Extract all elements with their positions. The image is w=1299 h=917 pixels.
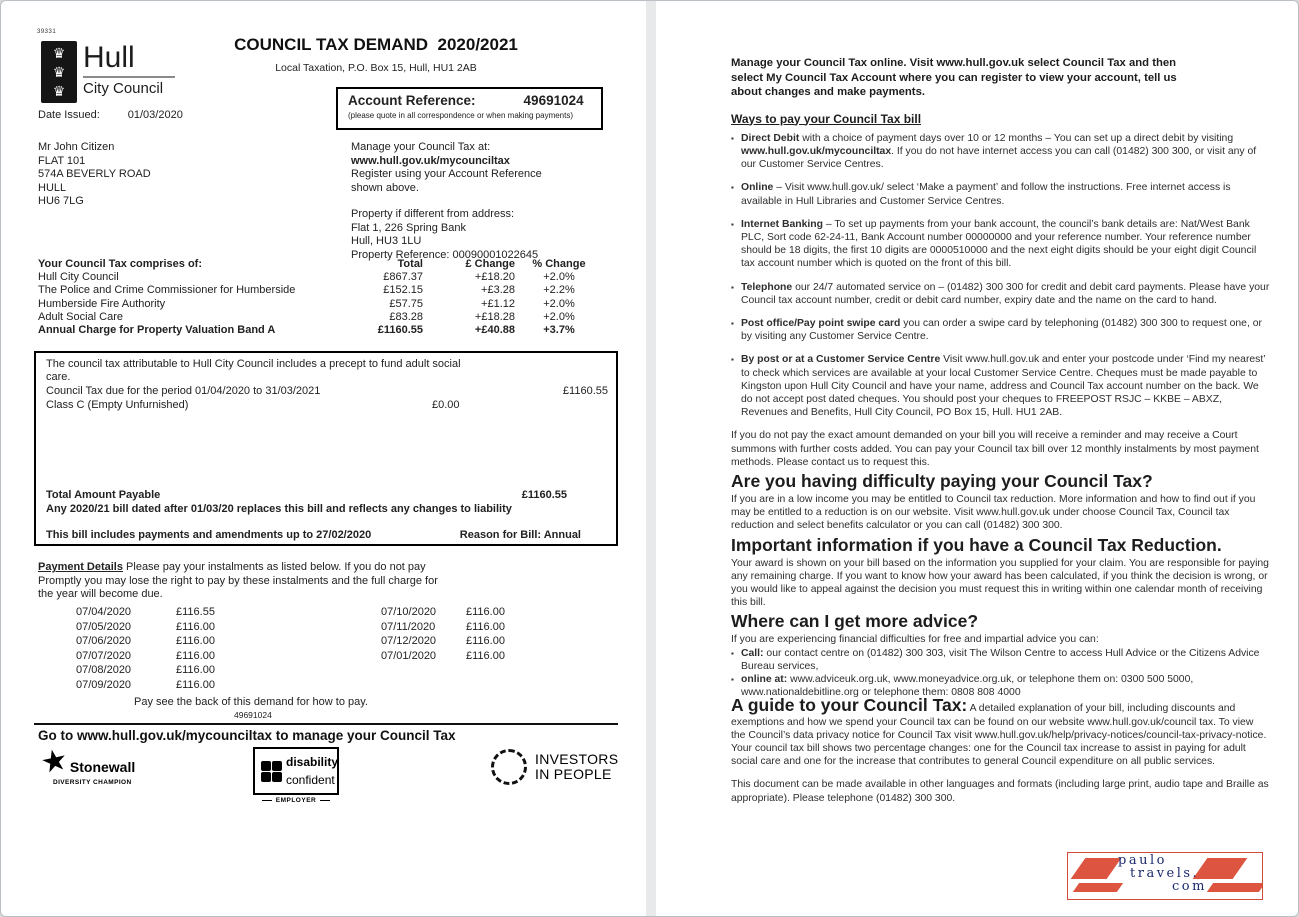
bullet-icon: ▪	[731, 282, 734, 292]
total-payable-value: £1160.55	[521, 489, 567, 501]
bill-front-page	[1, 1, 647, 917]
pay-note: Pay see the back of this demand for how to pay.	[134, 696, 368, 708]
bullet-icon: ▪	[731, 219, 734, 229]
bullet-text: Internet Banking – To set up payments from your bank account, the council’s bank details are: Nat/West Bank PLC, Sort code 62-24-11, Bank Account number 00000000 and your reference number. Your reference number should be 18 digits, the first 10 digits are 0000510000 and the next eight digits should be your eight digit Council tax account number which is quoted on the front of this bill.	[741, 218, 1257, 270]
logo-name: Hull	[83, 41, 135, 74]
instalment-amount: £116.00	[176, 620, 215, 633]
watermark-text: travels.	[1130, 866, 1200, 881]
watermark-text: com	[1172, 879, 1207, 894]
instalment-column-1	[76, 605, 215, 693]
advice-heading: Where can I get more advice?	[731, 611, 979, 632]
payment-details-heading: Payment Details	[38, 561, 123, 573]
red-parallelogram-icon	[1193, 858, 1248, 879]
bullet-text: Call: our contact centre on (01482) 300 303, visit The Wilson Centre to access Hull Advice or the Citizens Advice Bureau services,	[741, 647, 1260, 672]
difficulty-heading: Are you having difficulty paying your Council Tax?	[731, 470, 1153, 491]
addressee-block	[38, 141, 151, 209]
crown-icon: ♛	[52, 64, 66, 80]
difficulty-paragraph: If you are in a low income you may be entitled to Council tax reduction. More information and how to find out if you may be entitled to a reduction is on our website. Visit www.hull.gov.uk under choose Council Tax, Council tax reduction and select benefits calculator or you can call (01482) 300 300.	[731, 493, 1256, 532]
row-total: £867.37	[383, 271, 423, 284]
instalment-amount: £116.00	[466, 620, 505, 633]
stonewall-logo	[37, 742, 136, 786]
property-line: Hull, HU3 1LU	[351, 235, 422, 247]
three-crowns-icon	[41, 41, 77, 103]
bullet-icon: ▪	[731, 355, 734, 365]
title-block	[201, 35, 551, 74]
instalment-amount: £116.55	[176, 606, 215, 618]
instalment-amount: £116.00	[176, 635, 215, 648]
paulo-travels-watermark	[1067, 852, 1263, 900]
row-pound-change: +£18.20	[474, 271, 515, 284]
comprises-table	[38, 258, 603, 337]
account-reference-label: Account Reference:	[348, 93, 476, 108]
bullet-icon: ▪	[731, 675, 734, 684]
instalment-amount: £116.00	[176, 678, 215, 691]
bullet-icon: ▪	[731, 318, 734, 328]
payment-method-post	[731, 353, 1270, 419]
guide-text: A detailed explanation of your bill, including discounts and exemptions and how we spend your Council tax can be found on our website www.hull.gov.uk/council tax. To view the Council’s data privacy notice for Council Tax visit www.hull.gov.uk/help/privacy-notices/council-tax-privacy-notice. Your council tax bill shows two percentage changes: one for the Council tax increase to assist in paying for adult social care and one for the increase that contributes to general Council expenditure on all public services.	[731, 703, 1267, 768]
row-total: £1160.55	[377, 324, 423, 337]
instalment-column-2	[381, 605, 505, 663]
stonewall-subtitle: DIVERSITY CHAMPION	[53, 779, 132, 786]
crown-icon: ♛	[52, 45, 66, 61]
precept-note: The council tax attributable to Hull City Council includes a precept to fund adult social	[46, 358, 461, 370]
instalment-date: 07/01/2020	[381, 649, 437, 662]
property-line: Flat 1, 226 Spring Bank	[351, 221, 466, 234]
payment-method-internet-banking	[731, 218, 1270, 271]
manage-online-block	[351, 141, 542, 195]
col-header: £ Change	[465, 258, 515, 270]
rule-left	[262, 800, 272, 801]
employer-label: EMPLOYER	[275, 797, 317, 804]
red-parallelogram-icon	[1071, 858, 1122, 879]
confident-word: confident	[286, 773, 335, 787]
advice-call	[731, 647, 1270, 673]
advice-intro: If you are experiencing financial difficulties for free and impartial advice you can:	[731, 634, 1099, 646]
logo-text	[83, 41, 175, 103]
instalment-date: 07/09/2020	[76, 678, 132, 691]
manage-online-intro: Manage your Council Tax online. Visit www.hull.gov.uk select Council Tax and then select My Council Tax Account where you can register to view your account, tell us about changes and make payments.	[731, 57, 1177, 98]
row-pct-change: +2.2%	[543, 284, 575, 297]
addressee-line: HU6 7LG	[38, 195, 84, 207]
row-label: Annual Charge for Property Valuation Band A	[38, 324, 276, 337]
bullet-text: online at: www.adviceuk.org.uk, www.moneyadvice.org.uk, or telephone them on: 0300 500 5000, www.nationaldebitline.org or telephone them: 0808 808 4000	[741, 674, 1194, 699]
row-pound-change: +£18.28	[474, 310, 515, 323]
ways-to-pay-heading: Ways to pay your Council Tax bill	[731, 111, 922, 126]
instalment-date: 07/10/2020	[381, 606, 437, 618]
table-row	[38, 271, 603, 284]
bullet-text: Online – Visit www.hull.gov.uk/ select ‘Make a payment’ and follow the instructions. Free internet access is available in Hull Libraries and Customer Service Centres.	[741, 182, 1231, 207]
manage-line: Register using your Account Reference	[351, 168, 542, 180]
manage-url: www.hull.gov.uk/mycounciltax	[351, 154, 510, 167]
investors-line: IN PEOPLE	[535, 766, 612, 782]
reduction-heading: Important information if you have a Council Tax Reduction.	[731, 534, 1222, 555]
document-title: COUNCIL TAX DEMAND 2020/2021	[234, 35, 518, 54]
date-issued-label: Date Issued:	[38, 109, 100, 121]
account-reference-value: 49691024	[523, 93, 584, 108]
red-bar-icon	[1073, 883, 1123, 892]
col-header: Total	[397, 258, 423, 270]
payment-details	[38, 561, 478, 602]
investors-line: INVESTORS	[535, 751, 619, 767]
accreditation-logos	[37, 742, 619, 804]
guide-heading: A guide to your Council Tax:	[731, 695, 968, 716]
advice-online	[731, 673, 1270, 699]
instalment-amount: £116.00	[466, 635, 505, 648]
bullet-text: By post or at a Customer Service Centre Visit www.hull.gov.uk and enter your postcode under ‘Find my nearest’ to check which services are available at your local Customer Service Centre. Cheques must be made payable to Kingston upon Hull City Council and have your name, address and Council Tax account number on the back. We do not accept post dated cheques. You should post your cheques to FREEPOST RSJC – KKBE – ABXZ, Revenues and Benefits, Hull City Council, PO Box 15, Hull. HU1 2AB.	[741, 354, 1266, 419]
date-issued-value: 01/03/2020	[127, 109, 183, 121]
account-reference-note: (please quote in all correspondence or when making payments)	[348, 111, 574, 120]
row-label: Humberside Fire Authority	[38, 297, 166, 310]
payment-method-direct-debit	[731, 132, 1270, 172]
manage-line: Manage your Council Tax at:	[351, 141, 491, 153]
row-label: The Police and Crime Commissioner for Humberside	[38, 284, 296, 297]
due-label: Council Tax due for the period 01/04/2020 to 31/03/2021	[46, 385, 321, 397]
footer-divider	[34, 723, 618, 725]
account-number-small: 49691024	[234, 710, 272, 720]
date-issued	[38, 109, 183, 121]
guide-paragraph	[731, 695, 1270, 768]
instalment-row	[76, 649, 215, 664]
property-reference: Property Reference: 00090001022645	[351, 248, 539, 261]
footer-manage-link: Go to www.hull.gov.uk/mycounciltax to manage your Council Tax	[38, 728, 456, 743]
property-line: Property if different from address:	[351, 208, 515, 220]
bullet-text: Direct Debit with a choice of payment days over 10 or 12 months – You can set up a direct debit by visiting www.hull.gov.uk/mycounciltax. If you do not have internet access you can call (01482) 300 300, or visit any of our Customer Service Centres.	[741, 132, 1257, 171]
reminder-paragraph: If you do not pay the exact amount demanded on your bill you will receive a reminder and may receive a Court summons with further costs added. You can pay your Council tax bill over 12 monthly instalments by most payment methods. Please contact us to request this.	[731, 430, 1259, 468]
disability-symbols-icon	[261, 761, 282, 782]
class-value: £0.00	[432, 399, 460, 411]
star-icon: ★	[37, 742, 71, 781]
row-pound-change: +£1.12	[481, 297, 515, 310]
instalment-row	[381, 620, 505, 635]
watermark-text: paulo	[1118, 853, 1167, 868]
instalment-row	[76, 620, 215, 635]
instalment-date: 07/04/2020	[76, 606, 132, 618]
col-header: Your Council Tax comprises of:	[38, 258, 203, 270]
instalment-date: 07/05/2020	[76, 620, 132, 633]
instalment-amount: £116.00	[466, 606, 505, 618]
instalment-date: 07/07/2020	[76, 649, 132, 662]
laurel-wreath-icon	[491, 749, 527, 785]
includes-note: This bill includes payments and amendments up to 27/02/2020	[46, 529, 372, 541]
instalment-row	[381, 605, 505, 620]
hull-city-council-logo	[41, 41, 175, 103]
reduction-paragraph: Your award is shown on your bill based on the information you supplied for your claim. You are responsible for paying any remaining charge. If you want to know how your award has been calculated, if you think the decision is wrong, or you would like to appeal against the decision you must request this in writing within one calendar month of receiving this bill.	[731, 557, 1269, 609]
form-number: 39331	[37, 29, 57, 35]
row-label: Hull City Council	[38, 271, 119, 284]
row-pound-change: +£40.88	[474, 324, 515, 337]
table-row	[38, 298, 603, 311]
annual-charge-row	[38, 324, 603, 337]
disability-confident-logo	[253, 747, 339, 804]
payment-method-online	[731, 181, 1270, 207]
table-row	[38, 284, 603, 297]
property-block	[351, 208, 538, 262]
row-total: £152.15	[383, 284, 423, 297]
row-pound-change: +£3.28	[481, 284, 515, 297]
instalment-row	[76, 634, 215, 649]
languages-paragraph: This document can be made available in other languages and formats (including large print, audio tape and Braille as appropriate). Please telephone (01482) 300 300.	[731, 779, 1269, 804]
logo-divider	[83, 76, 175, 78]
payment-details-text: Please pay your instalments as listed below. If you do not pay	[122, 561, 426, 573]
instalment-date: 07/08/2020	[76, 664, 132, 677]
reason-for-bill: Reason for Bill: Annual	[459, 529, 581, 541]
summary-box	[34, 351, 618, 546]
instalment-amount: £116.00	[176, 649, 215, 662]
investors-in-people-logo	[491, 749, 618, 785]
instalment-row	[381, 649, 505, 664]
row-pct-change: +2.0%	[543, 271, 575, 284]
red-bar-icon	[1207, 883, 1263, 892]
instalment-amount: £116.00	[176, 664, 215, 677]
addressee-line: HULL	[38, 181, 67, 194]
bullet-icon: ▪	[731, 133, 734, 143]
crown-icon: ♛	[52, 83, 66, 99]
manage-line: shown above.	[351, 181, 419, 194]
page-gap	[646, 1, 656, 917]
instalment-amount: £116.00	[466, 649, 505, 662]
disability-word: disability	[286, 755, 339, 769]
instalment-row	[76, 678, 215, 693]
bullet-text: Telephone our 24/7 automated service on – (01482) 300 300 for credit and debit card payments. Please have your Council tax account number, credit or debit card number, expiry date and the name on the card to hand.	[741, 281, 1270, 306]
instalment-row	[381, 634, 505, 649]
instalment-row	[76, 663, 215, 678]
logo-subname: City Council	[83, 80, 164, 97]
account-reference-box	[336, 87, 603, 130]
col-header: % Change	[532, 258, 586, 270]
comprises-header-row	[38, 258, 603, 271]
row-pct-change: +3.7%	[543, 324, 575, 337]
row-pct-change: +2.0%	[543, 297, 575, 310]
precept-note: care.	[46, 371, 71, 383]
instalment-row	[76, 605, 215, 620]
instalment-date: 07/12/2020	[381, 635, 437, 648]
return-address: Local Taxation, P.O. Box 15, Hull, HU1 2AB	[275, 62, 477, 74]
bullet-icon: ▪	[731, 183, 734, 193]
row-pct-change: +2.0%	[543, 310, 575, 323]
addressee-line: Mr John Citizen	[38, 141, 115, 153]
row-total: £83.28	[389, 310, 423, 323]
due-value: £1160.55	[562, 385, 608, 397]
row-total: £57.75	[389, 297, 423, 310]
payment-method-swipe-card	[731, 317, 1270, 343]
rule-right	[320, 800, 330, 801]
bullet-text: Post office/Pay point swipe card you can order a swipe card by telephoning (01482) 300 300 to request one, or by visiting any Customer Service Centre.	[741, 317, 1262, 343]
bullet-icon: ▪	[731, 648, 734, 658]
class-label: Class C (Empty Unfurnished)	[46, 399, 189, 411]
replacement-note: Any 2020/21 bill dated after 01/03/20 replaces this bill and reflects any changes to liability	[46, 503, 512, 515]
row-label: Adult Social Care	[38, 310, 123, 323]
table-row	[38, 311, 603, 324]
addressee-line: FLAT 101	[38, 154, 86, 167]
payment-details-text: Promptly you may lose the right to pay by these instalments and the full charge for	[38, 574, 438, 587]
total-payable-label: Total Amount Payable	[46, 489, 161, 501]
instalment-date: 07/06/2020	[76, 635, 132, 648]
bill-back-page	[656, 1, 1299, 917]
payment-details-text: the year will become due.	[38, 588, 163, 600]
addressee-line: 574A BEVERLY ROAD	[38, 168, 151, 180]
payment-method-telephone	[731, 281, 1270, 307]
stonewall-name: Stonewall	[69, 759, 136, 775]
instalment-date: 07/11/2020	[381, 620, 436, 633]
